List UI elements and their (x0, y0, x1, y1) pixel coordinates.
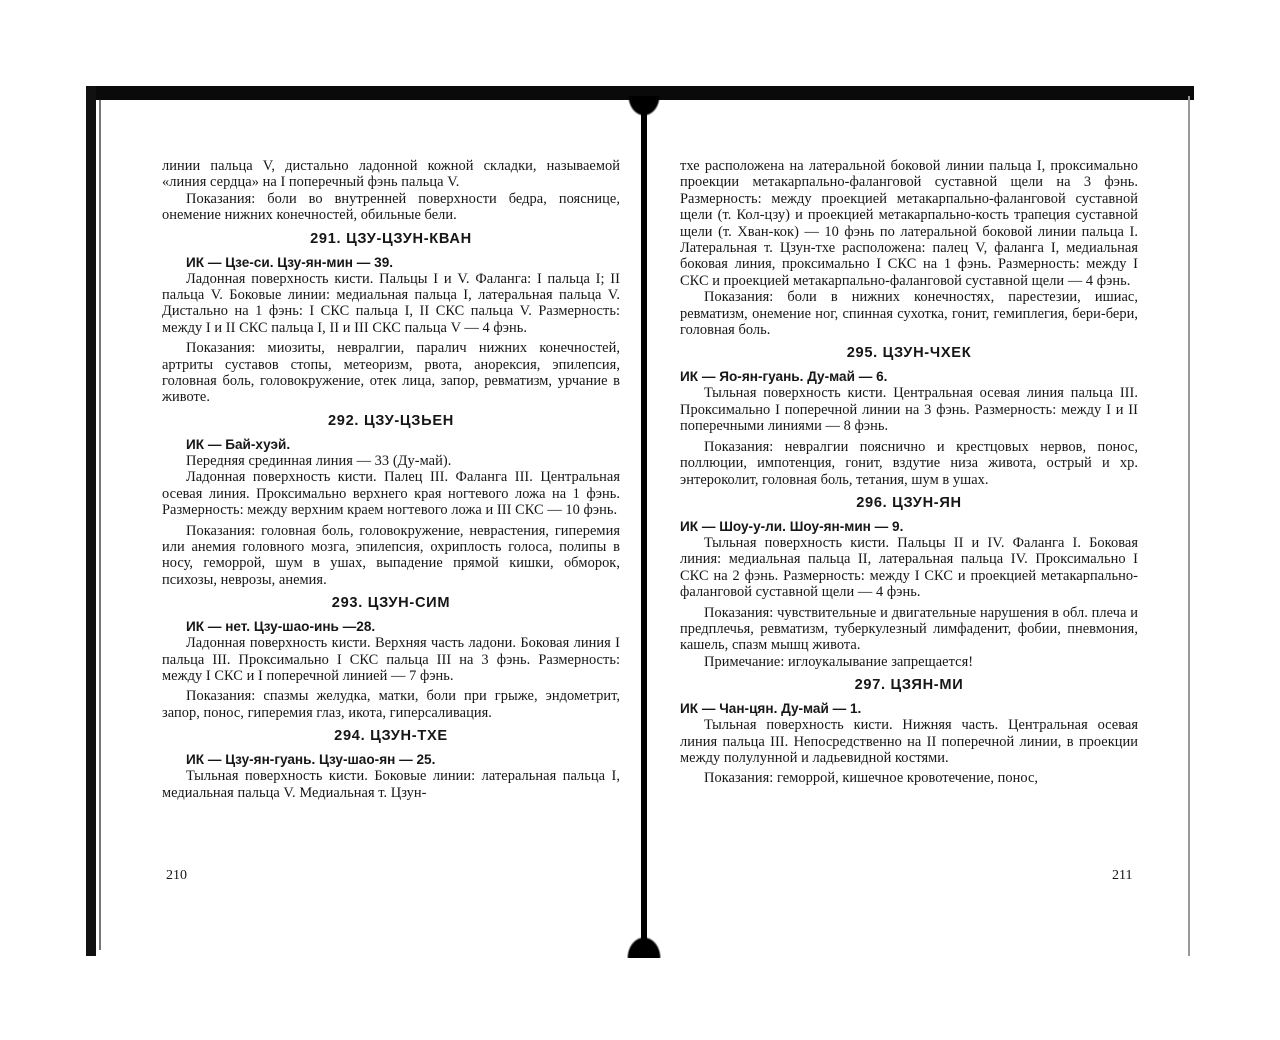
entry-paragraph: Передняя срединная линия — 33 (Ду-май). (186, 452, 452, 469)
entry-293 (162, 594, 620, 721)
entry-heading: 293. ЦЗУН-СИМ (331, 595, 451, 612)
entry-paragraph: Показания: головная боль, головокружение, неврастения, гиперемия или анемия головного мозга, эпилепсия, охриплость голоса, полипы в носу, геморрой, шум в ушах, выпадение прямой кишки, обморок, психозы, неврозы, анемия. (162, 522, 620, 588)
entry-note: Примечание: иглоукалывание запрещается! (704, 653, 974, 670)
entry-paragraph: Показания: невралгии пояснично и крестцовых нервов, понос, поллюции, импотенция, гонит, вздутие низа живота, острый и хр. энтероколит, головная боль, тетания, шум в ушах. (680, 438, 1138, 488)
page-number: 210 (166, 868, 187, 883)
gutter-shadow-bottom (612, 918, 676, 958)
scan-left-shadow (99, 100, 101, 950)
right-page (680, 158, 1138, 787)
entry-paragraph: Показания: миозиты, невралгии, паралич нижних конечностей, артриты суставов стопы, метеоризм, рвота, анорексия, эпилепсия, головная боль, головокружение, отек лица, запор, ревматизм, урчание в животе. (162, 340, 620, 406)
entry-paragraph: Ладонная поверхность кисти. Палец III. Фаланга III. Центральная осевая линия. Проксимально верхнего края ногтевого ложа на 1 фэнь. Размерность: между верхним краем ногтевого ложа и III СКС — 10 фэнь. (162, 469, 620, 519)
entry-291 (162, 230, 620, 406)
entry-paragraph: Тыльная поверхность кисти. Центральная осевая линия пальца III. Проксимально I поперечной линии на 3 фэнь. Размерность: между I и II поперечными линиями — 8 фэнь. (680, 385, 1138, 435)
entry-292 (162, 412, 620, 588)
entry-heading: 297. ЦЗЯН-МИ (854, 677, 964, 694)
entry-ik: ИК — Шоу-у-ли. Шоу-ян-мин — 9. (680, 518, 904, 534)
scan-left-border (86, 86, 96, 956)
entry-295 (680, 344, 1138, 487)
entry-ik: ИК — нет. Цзу-шао-инь —28. (186, 619, 376, 635)
page-number: 211 (1112, 868, 1133, 883)
intro-paragraph: тхе расположена на латеральной боковой линии пальца I, проксимально проекции метакарпально-фаланговой суставной щели на 3 фэнь. Размерность: между проекцией метакарпально-фаланговой суставной щели (т. Кол-цзу) и проекцией метакарпально-кость трапеция суставной щели (т. Хван-кок) — 10 фэнь по латеральной боковой линии пальца I. Латеральная т. Цзун-тхе расположена: палец V, фаланга I, медиальная боковая линия, проксимально I СКС на 1 фэнь. Размерность: между I СКС и проекцией метакарпально-фаланговой суставной щели — 4 фэнь. (680, 158, 1138, 289)
entry-paragraph: Показания: геморрой, кишечное кровотечение, понос, (704, 770, 1039, 787)
entry-heading: 296. ЦЗУН-ЯН (856, 494, 962, 511)
entry-heading: 295. ЦЗУН-ЧХЕК (846, 345, 972, 362)
entry-paragraph: Показания: чувствительные и двигательные нарушения в обл. плеча и предплечья, ревматизм, туберкулезный лимфаденит, фобии, пневмония, кашель, спазм мышц живота. (680, 604, 1138, 654)
entry-heading: 294. ЦЗУН-ТХЕ (334, 728, 448, 745)
entry-paragraph: Тыльная поверхность кисти. Боковые линии: латеральная пальца I, медиальная пальца V. Медиальная т. Цзун- (162, 768, 620, 801)
entry-297 (680, 676, 1138, 787)
entry-294 (162, 727, 620, 801)
entry-paragraph: Ладонная поверхность кисти. Пальцы I и V. Фаланга: I пальца I; II пальца V. Боковые линии: медиальная пальца I, латеральная пальца V. Дистально на 1 фэнь: I СКС пальца I, II СКС пальца V. Размерность: между I и II СКС пальца I, II и III СКС пальца V — 4 фэнь. (162, 270, 620, 336)
entry-ik: ИК — Цзе-си. Цзу-ян-мин — 39. (186, 254, 394, 270)
entry-paragraph: Ладонная поверхность кисти. Верхняя часть ладони. Боковая линия I пальца III. Проксимально I СКС пальца III на 3 фэнь. Размерность: между I СКС и I поперечной линией — 7 фэнь. (162, 635, 620, 684)
entry-paragraph: Тыльная поверхность кисти. Пальцы II и IV. Фаланга I. Боковая линия: медиальная пальца II, латеральная пальца IV. Проксимально I СКС на 2 фэнь. Размерность: между I СКС и проекцией метакарпально-фаланговой суставной щели — 4 фэнь. (680, 534, 1138, 601)
entry-ik: ИК — Бай-хуэй. (186, 436, 291, 452)
entry-ik: ИК — Яо-ян-гуань. Ду-май — 6. (680, 369, 888, 385)
entry-ik: ИК — Цзу-ян-гуань. Цзу-шао-ян — 25. (186, 752, 436, 768)
intro-paragraph: линии пальца V, дистально ладонной кожной складки, называемой «линия сердца» на I поперечный фэнь пальца V. (162, 158, 620, 191)
entry-paragraph: Показания: спазмы желудка, матки, боли при грыже, эндометрит, запор, понос, гиперемия глаз, икота, гиперсаливация. (162, 688, 620, 721)
left-page (162, 158, 620, 801)
intro-paragraph: Показания: боли в нижних конечностях, парестезии, ишиас, ревматизм, онемение ног, спинная сухотка, гонит, гемиплегия, бери-бери, головная боль. (680, 289, 1138, 339)
intro-paragraph: Показания: боли во внутренней поверхности бедра, пояснице, онемение нижних конечностей, обильные бели. (162, 190, 620, 224)
entry-296 (680, 494, 1138, 670)
entry-heading: 291. ЦЗУ-ЦЗУН-КВАН (310, 230, 472, 247)
scan-right-edge (1188, 96, 1190, 956)
entry-ik: ИК — Чан-цян. Ду-май — 1. (680, 701, 862, 717)
book-gutter (641, 96, 647, 956)
entry-heading: 292. ЦЗУ-ЦЗЬЕН (327, 412, 454, 429)
entry-paragraph: Тыльная поверхность кисти. Нижняя часть. Центральная осевая линия пальца III. Непосредственно на II поперечной линии, в проекции между полулунной и ладьевидной костями. (680, 717, 1138, 766)
